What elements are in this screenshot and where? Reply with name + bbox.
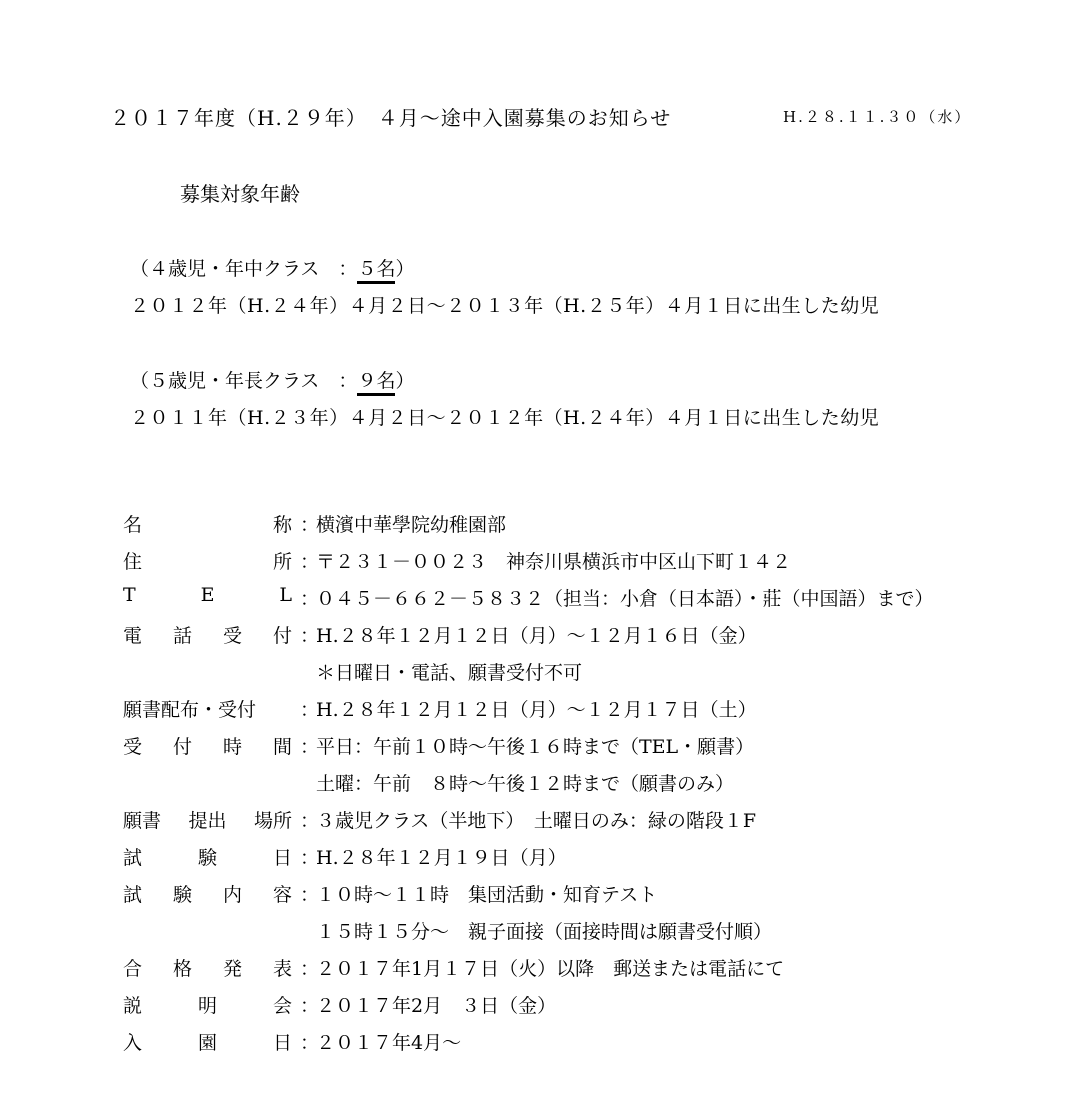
info-row-label [123, 547, 300, 574]
class-4yo-label [130, 254, 414, 281]
info-row-value: 横濱中華學院幼稚園部 [316, 514, 507, 536]
info-row-colon: ： [300, 958, 320, 980]
info-row-label-char: 日 [272, 1032, 292, 1054]
info-row-value: ２０１７年4月～ [316, 1032, 462, 1054]
class-label-prefix: （５歳児・年長クラス ： [130, 370, 358, 392]
info-row-value: H.２８年１２月１２日（月）～１２月１６日（金） [316, 625, 757, 647]
info-row-label [123, 1028, 300, 1055]
info-row [123, 584, 1023, 621]
info-row-label-char: 日 [272, 847, 292, 869]
info-row-colon: ： [300, 1032, 320, 1054]
info-row-value: H.２８年１２月１２日（月）～１２月１７日（土） [316, 699, 757, 721]
info-row-label [123, 806, 300, 833]
info-row-label-char: 住 [123, 551, 143, 573]
info-row-label-char: E [200, 584, 215, 606]
info-row [123, 621, 1023, 658]
info-row-label-char: 格 [172, 958, 192, 980]
info-row [123, 510, 1023, 547]
info-row-label-char: 試 [123, 847, 143, 869]
info-row-colon: ： [300, 884, 320, 906]
info-row-colon: ： [300, 699, 320, 721]
info-row-label [123, 621, 300, 648]
info-row-value: ０４５－６６２－５８３２（担当：小倉（日本語）・莊（中国語）まで） [316, 588, 934, 610]
info-row-label-char: 表 [272, 958, 292, 980]
info-row-label-char: 場所 [253, 810, 292, 832]
info-row-colon: ： [300, 551, 320, 573]
info-row-label-char: 受 [123, 736, 143, 758]
info-row [123, 806, 1023, 843]
info-row-label-char: 願書 [123, 810, 162, 832]
info-row [123, 880, 1023, 917]
info-row-label-char: 時 [222, 736, 242, 758]
info-row-label-char: 付 [272, 625, 292, 647]
info-row-label-char: 合 [123, 958, 143, 980]
info-row-label-char: 受 [222, 625, 242, 647]
info-row-value: ２０１７年1月１７日（火）以降 郵送または電話にて [316, 958, 785, 980]
info-row-label-char: 電 [123, 625, 143, 647]
info-row-label [123, 880, 300, 907]
info-row-colon: ： [300, 588, 320, 610]
info-row-label-char: 試 [123, 884, 143, 906]
info-row-value: 土曜：午前 ８時～午後１２時まで（願書のみ） [316, 773, 735, 795]
info-row-value: １０時～１１時 集団活動・知育テスト [316, 884, 658, 906]
class-count: ５名 [357, 258, 395, 284]
class-5yo-birth-range: ２０１１年（H.２３年）４月２日～２０１２年（H.２４年）４月１日に出生した幼児 [130, 407, 880, 429]
info-row [123, 991, 1023, 1028]
info-row-value: ３歳児クラス（半地下） 土曜日のみ：緑の階段１F [316, 810, 757, 832]
info-row-value: １５時１５分～ 親子面接（面接時間は願書受付順） [316, 921, 773, 943]
class-count: ９名 [357, 370, 395, 396]
info-row-label-char: 間 [272, 736, 292, 758]
info-row [123, 843, 1023, 880]
info-row-label-char: T [123, 584, 136, 606]
info-row [123, 917, 1023, 954]
class-5yo-label [130, 366, 414, 393]
info-row-label-char: 明 [197, 995, 217, 1017]
info-row-label-char: 験 [197, 847, 217, 869]
document-title: ２０１７年度（H.２９年） ４月～途中入園募集のお知らせ [110, 106, 672, 130]
info-row-label-char: 会 [272, 995, 292, 1017]
info-row-value: 平日：午前１０時～午後１６時まで（TEL・願書） [316, 736, 755, 758]
info-row-label-char: 内 [222, 884, 242, 906]
class-4yo-birth-range: ２０１２年（H.２４年）４月２日～２０１３年（H.２５年）４月１日に出生した幼児 [130, 295, 880, 317]
class-label-suffix: ） [395, 370, 415, 392]
issue-date: H.２８.１１.３０（水） [783, 108, 972, 126]
info-row-label-char: 発 [222, 958, 242, 980]
info-row-label-char: 入 [123, 1032, 143, 1054]
info-row-label-char: 称 [272, 514, 292, 536]
info-row-colon: ： [300, 995, 320, 1017]
class-label-suffix: ） [395, 258, 415, 280]
info-row-label [123, 954, 300, 981]
info-row-label-char: 付 [172, 736, 192, 758]
info-row-value: ２０１７年2月 ３日（金） [316, 995, 557, 1017]
info-row-label-char: 容 [272, 884, 292, 906]
info-row-label-char: L [279, 584, 292, 606]
info-row-label-char: 話 [172, 625, 192, 647]
info-row-colon: ： [300, 810, 320, 832]
info-row-colon: ： [300, 847, 320, 869]
info-row [123, 547, 1023, 584]
info-row [123, 1028, 1023, 1065]
info-row [123, 695, 1023, 732]
info-row [123, 658, 1023, 695]
info-row-label-char: 所 [272, 551, 292, 573]
info-row-label-char: 園 [197, 1032, 217, 1054]
info-row [123, 769, 1023, 806]
info-row [123, 954, 1023, 991]
info-row-colon: ： [300, 514, 320, 536]
info-row [123, 732, 1023, 769]
info-row-colon: ： [300, 625, 320, 647]
info-row-label [123, 732, 300, 759]
info-row-label [123, 510, 300, 537]
info-row-label-char: 験 [172, 884, 192, 906]
info-row-label-char: 提出 [188, 810, 227, 832]
recruitment-heading: 募集対象年齢 [180, 182, 300, 206]
info-row-label-char: 願書配布・受付 [123, 699, 257, 721]
info-table [123, 510, 1023, 1065]
info-row-colon: ： [300, 736, 320, 758]
info-row-value: 〒２３１－００２３ 神奈川県横浜市中区山下町１４２ [316, 551, 792, 573]
info-row-value: ＊日曜日・電話、願書受付不可 [316, 662, 583, 684]
info-row-label [123, 843, 300, 870]
info-row-value: H.２８年１２月１９日（月） [316, 847, 567, 869]
info-row-label [123, 991, 300, 1018]
info-row-label [123, 584, 300, 606]
info-row-label [123, 695, 300, 722]
class-label-prefix: （４歳児・年中クラス ： [130, 258, 358, 280]
info-row-label-char: 名 [123, 514, 143, 536]
info-row-label-char: 説 [123, 995, 143, 1017]
